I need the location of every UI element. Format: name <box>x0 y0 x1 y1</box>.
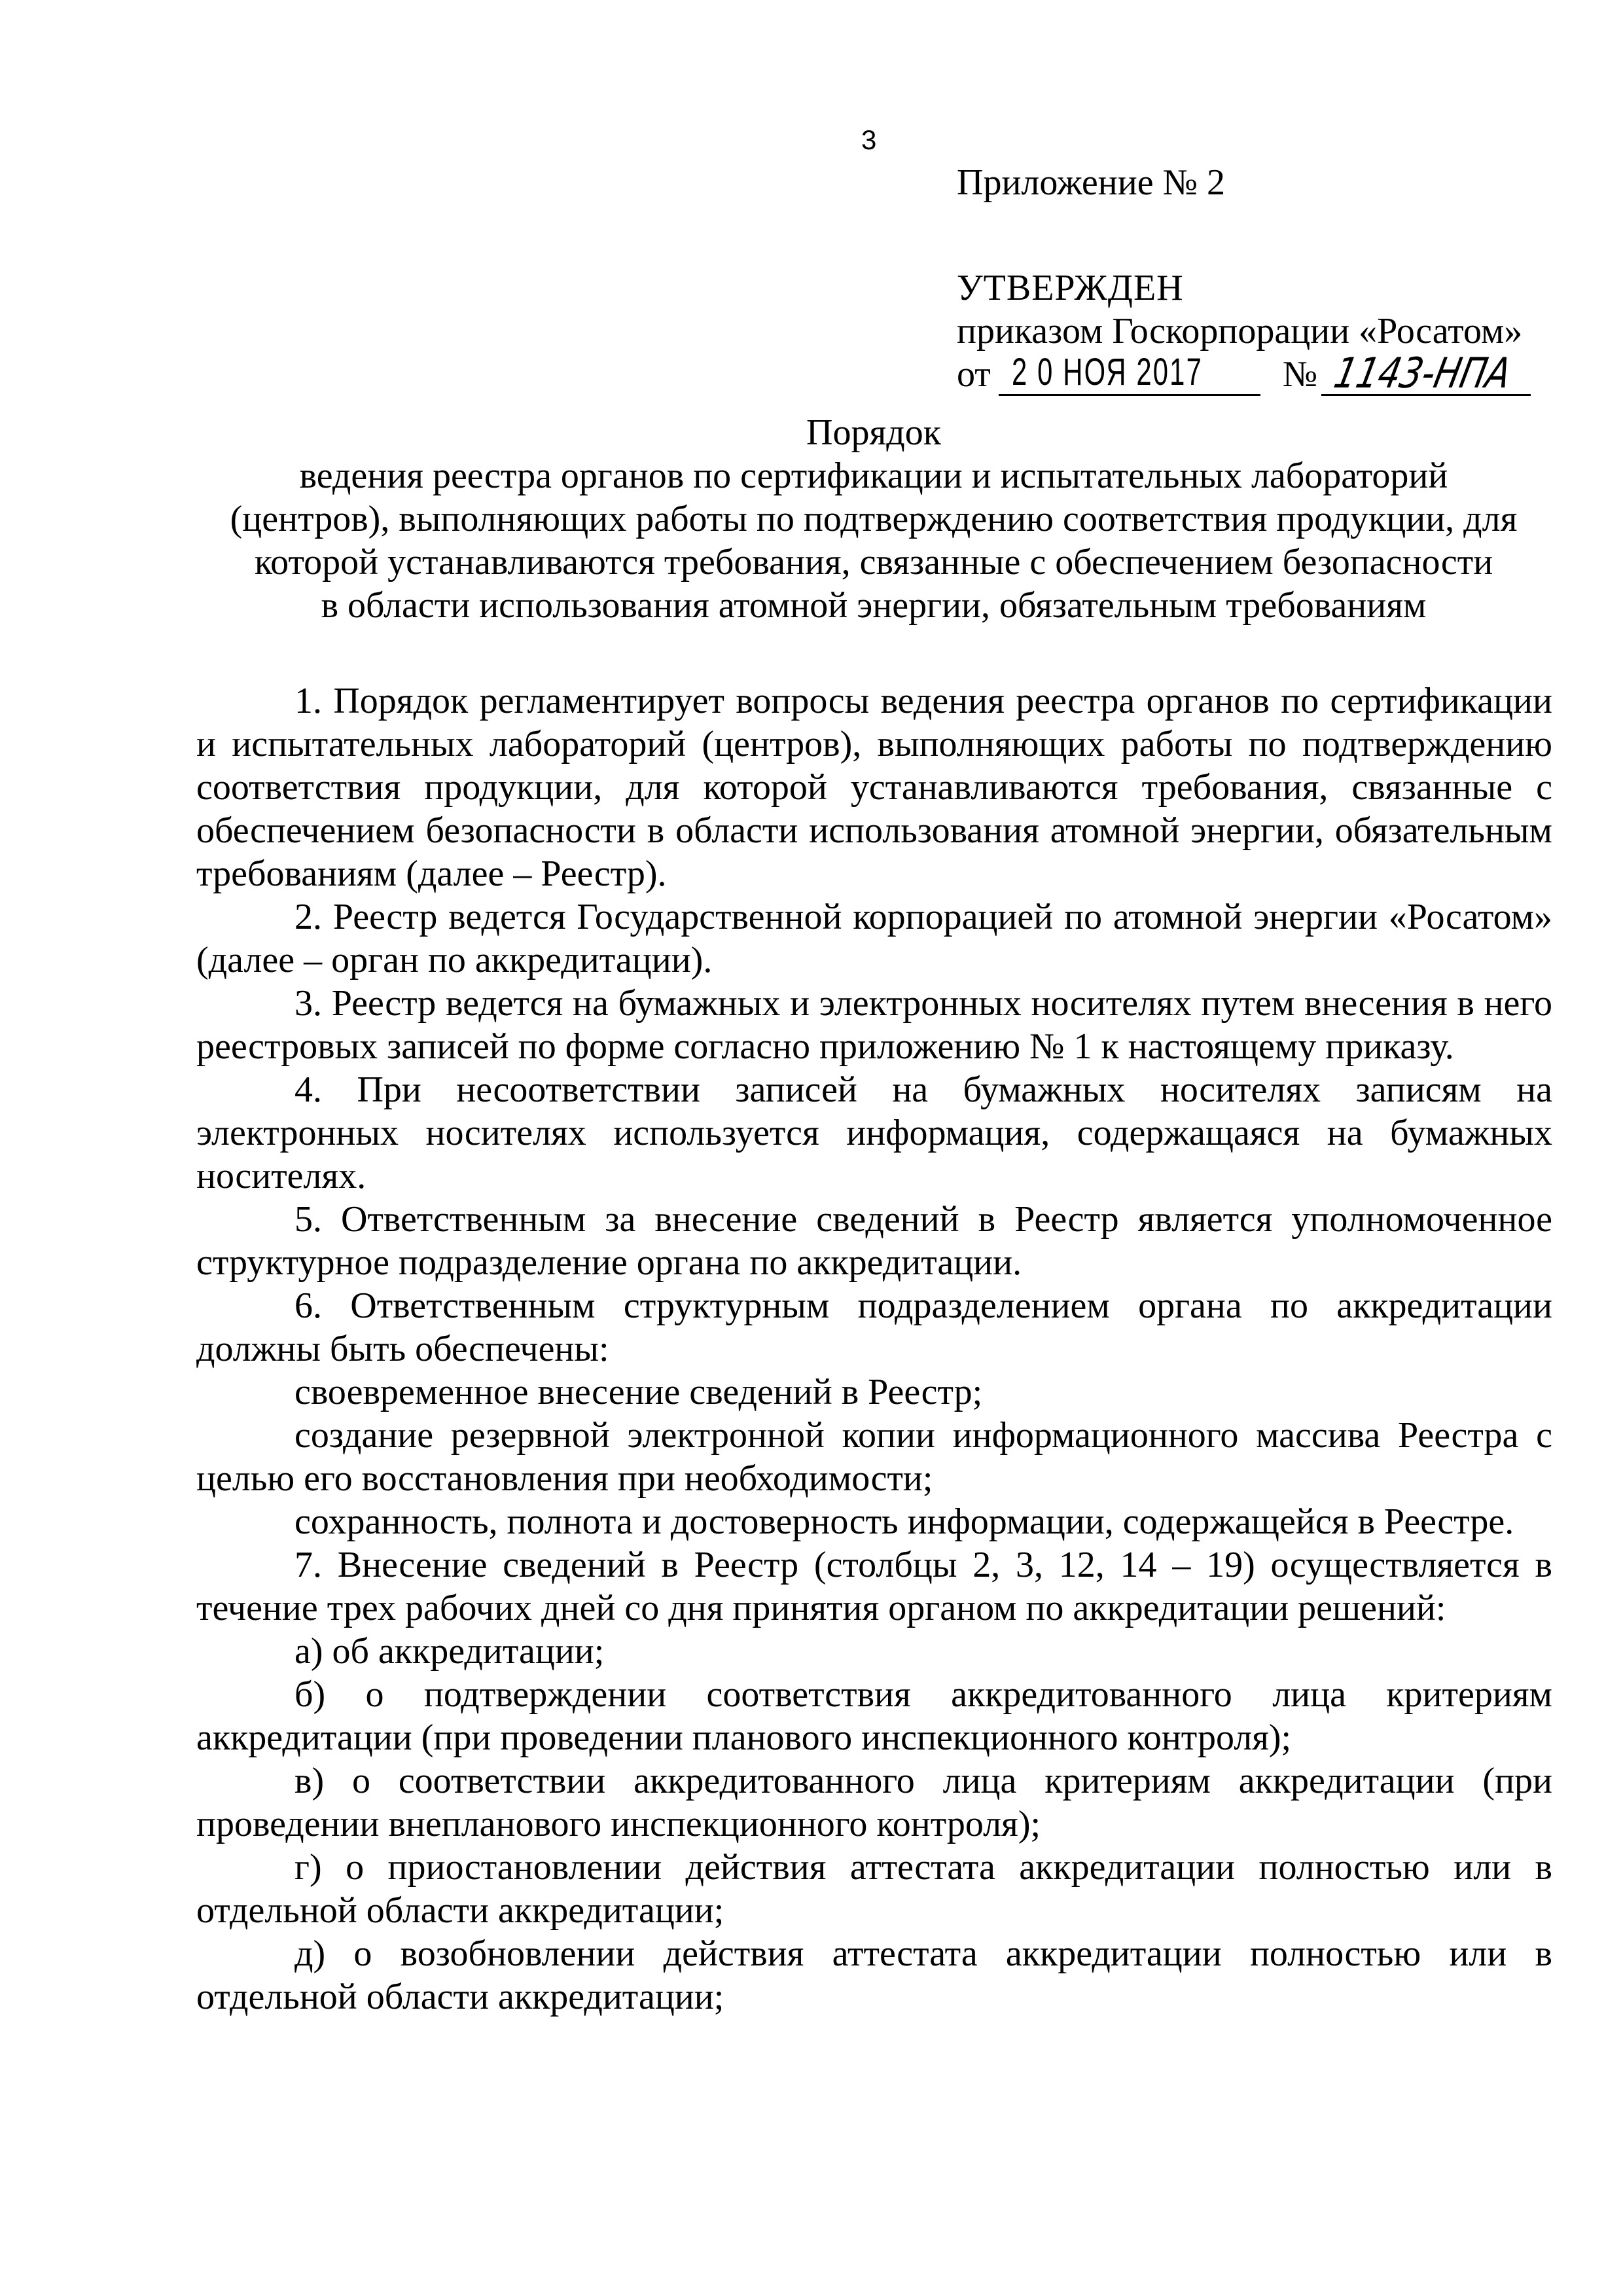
title-heading: Порядок <box>806 412 941 453</box>
list-item: б) о подтверждении соответствия аккредитованного лица критериям аккредитации (при проведении планового инспекционного контроля); <box>196 1674 1552 1758</box>
paragraph-5: 5. Ответственным за внесение сведений в Реестр является уполномоченное структурное подразделение органа по аккредитации. <box>196 1199 1552 1283</box>
title-line: которой устанавливаются требования, связанные с обеспечением безопасности <box>254 542 1493 583</box>
paragraph-7: 7. Внесение сведений в Реестр (столбцы 2, 3, 12, 14 – 19) осуществляется в течение трех рабочих дней со дня принятия органом по аккредитации решений: <box>196 1545 1552 1628</box>
order-date-number-line <box>957 350 1531 398</box>
title-line: (центров), выполняющих работы по подтверждению соответствия продукции, для <box>230 499 1518 539</box>
document-body <box>196 679 1552 2018</box>
title-line: в области использования атомной энергии, обязательным требованиям <box>321 585 1427 626</box>
approved-label: УТВЕРЖДЕН <box>957 268 1184 308</box>
order-number-handwritten: 1143-НПА <box>1330 350 1516 398</box>
list-item: своевременное внесение сведений в Реестр; <box>294 1372 983 1412</box>
paragraph-1: 1. Порядок регламентирует вопросы ведения реестра органов по сертификации и испытательных лабораторий (центров), выполняющих работы по подтверждению соответствия продукции, для которой устанавливаются требования, связанные с обеспечением безопасности в области использования атомной энергии, обязательным требованиям (далее – Реестр). <box>196 681 1552 894</box>
list-item: а) об аккредитации; <box>294 1631 605 1672</box>
list-item: сохранность, полнота и достоверность информации, содержащейся в Реестре. <box>294 1501 1514 1542</box>
order-date-field <box>999 351 1260 396</box>
approved-by-order: приказом Госкорпорации «Росатом» <box>957 311 1523 351</box>
document-title <box>190 411 1558 627</box>
list-item: д) о возобновлении действия аттестата аккредитации полностью или в отдельной области аккредитации; <box>196 1933 1552 2017</box>
paragraph-6: 6. Ответственным структурным подразделением органа по аккредитации должны быть обеспечены: <box>196 1285 1552 1369</box>
paragraph-2: 2. Реестр ведется Государственной корпорацией по атомной энергии «Росатом» (далее – орган по аккредитации). <box>196 897 1552 980</box>
appendix-label: Приложение № 2 <box>957 162 1225 203</box>
list-item: в) о соответствии аккредитованного лица критериям аккредитации (при проведении внепланового инспекционного контроля); <box>196 1761 1552 1844</box>
paragraph-3: 3. Реестр ведется на бумажных и электронных носителях путем внесения в него реестровых записей по форме согласно приложению № 1 к настоящему приказу. <box>196 983 1552 1067</box>
title-line: ведения реестра органов по сертификации и испытательных лабораторий <box>299 456 1448 496</box>
order-number-field <box>1321 350 1531 398</box>
approval-block <box>957 161 1531 396</box>
page-number: 3 <box>861 124 877 155</box>
from-label: от <box>957 354 991 395</box>
list-item: г) о приостановлении действия аттестата аккредитации полностью или в отдельной области аккредитации; <box>196 1847 1552 1931</box>
order-date-stamp: 2 0 НОЯ 2017 <box>1011 351 1203 393</box>
paragraph-4: 4. При несоответствии записей на бумажных носителях записям на электронных носителях используется информация, содержащаяся на бумажных носителях. <box>196 1069 1552 1196</box>
list-item: создание резервной электронной копии информационного массива Реестра с целью его восстановления при необходимости; <box>196 1415 1552 1499</box>
number-label: № <box>1282 354 1318 395</box>
